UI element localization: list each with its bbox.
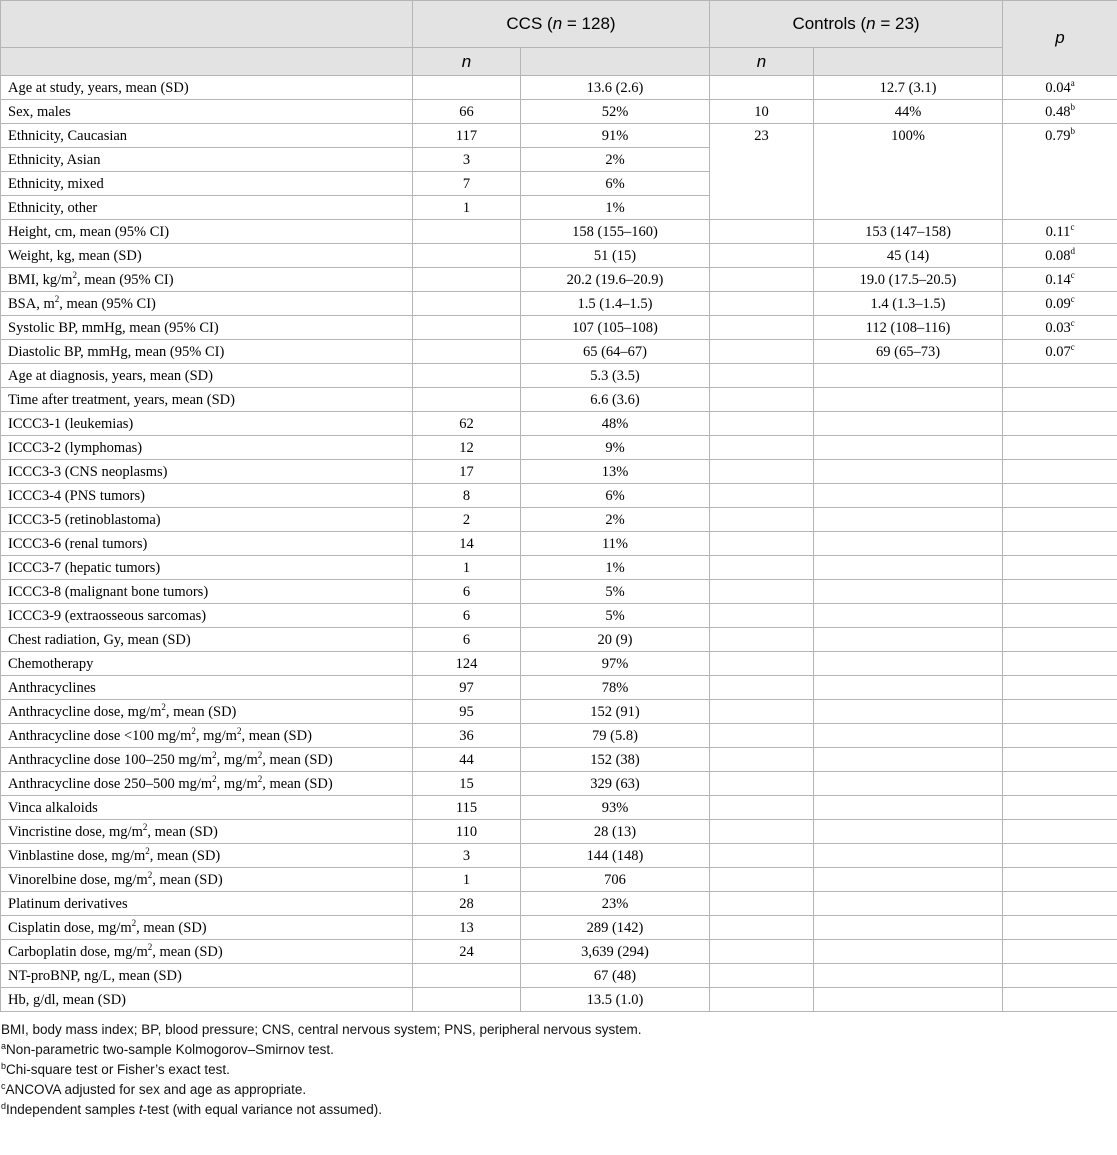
table-row xyxy=(1,244,1117,268)
controls-value-cell: 69 (65–73) xyxy=(814,340,1003,364)
row-label: ICCC3-1 (leukemias) xyxy=(1,412,413,436)
table-row xyxy=(1,484,1117,508)
ccs-value-cell: 67 (48) xyxy=(521,964,710,988)
table-row xyxy=(1,964,1117,988)
controls-value-cell xyxy=(814,820,1003,844)
ccs-n-cell: 17 xyxy=(413,460,521,484)
controls-value-cell xyxy=(814,652,1003,676)
ccs-value-cell: 51 (15) xyxy=(521,244,710,268)
ccs-n-cell: 3 xyxy=(413,844,521,868)
p-value-cell xyxy=(1003,628,1117,652)
controls-value-cell: 153 (147–158) xyxy=(814,220,1003,244)
ccs-n-cell: 97 xyxy=(413,676,521,700)
header-controls-n: n xyxy=(710,48,814,76)
controls-n-cell xyxy=(710,988,814,1012)
ccs-n-cell: 6 xyxy=(413,580,521,604)
header-controls: Controls (n = 23) xyxy=(710,1,1003,48)
row-label: Platinum derivatives xyxy=(1,892,413,916)
ccs-n-cell xyxy=(413,388,521,412)
row-label: Anthracycline dose, $mg/m^2$, mean (SD) xyxy=(1,700,413,724)
row-label: Anthracyclines xyxy=(1,676,413,700)
p-value-cell xyxy=(1003,820,1117,844)
p-value-cell xyxy=(1003,436,1117,460)
table-row xyxy=(1,916,1117,940)
p-value-cell: 0.79$^b$ xyxy=(1003,124,1117,220)
controls-n-cell xyxy=(710,820,814,844)
controls-value-cell xyxy=(814,844,1003,868)
ccs-value-cell: 329 (63) xyxy=(521,772,710,796)
p-value-cell: 0.08$^d$ xyxy=(1003,244,1117,268)
p-value-cell xyxy=(1003,508,1117,532)
ccs-value-cell: 20 (9) xyxy=(521,628,710,652)
table-body xyxy=(1,76,1117,1012)
p-value-cell xyxy=(1003,916,1117,940)
header-p-value: p xyxy=(1003,1,1117,76)
p-value-cell xyxy=(1003,604,1117,628)
p-value-cell xyxy=(1003,700,1117,724)
p-value-cell xyxy=(1003,484,1117,508)
ccs-value-cell: 144 (148) xyxy=(521,844,710,868)
controls-value-cell: 19.0 (17.5–20.5) xyxy=(814,268,1003,292)
ccs-n-cell xyxy=(413,316,521,340)
ccs-value-cell: 107 (105–108) xyxy=(521,316,710,340)
row-label: ICCC3-3 (CNS neoplasms) xyxy=(1,460,413,484)
table-row xyxy=(1,580,1117,604)
row-label: Hb, g/dl, mean (SD) xyxy=(1,988,413,1012)
p-value-cell xyxy=(1003,940,1117,964)
ccs-value-cell: 11% xyxy=(521,532,710,556)
p-value-cell xyxy=(1003,412,1117,436)
table-row xyxy=(1,76,1117,100)
controls-n-cell xyxy=(710,412,814,436)
controls-value-cell xyxy=(814,724,1003,748)
table-row xyxy=(1,772,1117,796)
controls-n-cell xyxy=(710,916,814,940)
controls-n-cell: 23 xyxy=(710,124,814,220)
ccs-n-cell xyxy=(413,988,521,1012)
ccs-value-cell: 6% xyxy=(521,172,710,196)
p-value-cell xyxy=(1003,652,1117,676)
ccs-n-cell xyxy=(413,220,521,244)
table-row xyxy=(1,532,1117,556)
ccs-value-cell: 158 (155–160) xyxy=(521,220,710,244)
ccs-n-cell: 62 xyxy=(413,412,521,436)
ccs-value-cell: 91% xyxy=(521,124,710,148)
header-ccs: CCS (n = 128) xyxy=(413,1,710,48)
p-value-cell xyxy=(1003,796,1117,820)
controls-value-cell: 12.7 (3.1) xyxy=(814,76,1003,100)
p-value-cell xyxy=(1003,460,1117,484)
controls-value-cell xyxy=(814,868,1003,892)
footnote-a: $^a$Non-parametric two-sample Kolmogorov–Smirnov test. xyxy=(1,1041,334,1057)
row-label: ICCC3-5 (retinoblastoma) xyxy=(1,508,413,532)
controls-n-cell xyxy=(710,268,814,292)
p-value-cell xyxy=(1003,388,1117,412)
table-row xyxy=(1,364,1117,388)
ccs-value-cell: 5% xyxy=(521,604,710,628)
controls-value-cell xyxy=(814,964,1003,988)
controls-value-cell xyxy=(814,916,1003,940)
ccs-n-cell: 44 xyxy=(413,748,521,772)
row-label: BMI, $kg/m^2$, mean (95% CI) xyxy=(1,268,413,292)
ccs-n-cell: 115 xyxy=(413,796,521,820)
row-label: Anthracycline dose 100–250 $mg/m^2$, $mg/m^2$, mean (SD) xyxy=(1,748,413,772)
ccs-value-cell: 1.5 (1.4–1.5) xyxy=(521,292,710,316)
row-label: NT-proBNP, ng/L, mean (SD) xyxy=(1,964,413,988)
ccs-value-cell: 20.2 (19.6–20.9) xyxy=(521,268,710,292)
controls-value-cell: 45 (14) xyxy=(814,244,1003,268)
p-value-cell xyxy=(1003,964,1117,988)
p-value-cell xyxy=(1003,532,1117,556)
ccs-value-cell: 2% xyxy=(521,508,710,532)
footnote-b: $^b$Chi-square test or Fisher’s exact test. xyxy=(1,1061,230,1077)
p-value-cell xyxy=(1003,580,1117,604)
p-value-cell xyxy=(1003,892,1117,916)
table-row xyxy=(1,892,1117,916)
controls-n-cell xyxy=(710,628,814,652)
table-row xyxy=(1,820,1117,844)
row-label: ICCC3-8 (malignant bone tumors) xyxy=(1,580,413,604)
table-footnotes xyxy=(0,1020,1117,1120)
ccs-value-cell: 6% xyxy=(521,484,710,508)
p-value-cell: 0.03$^c$ xyxy=(1003,316,1117,340)
ccs-value-cell: 3,639 (294) xyxy=(521,940,710,964)
controls-value-cell xyxy=(814,676,1003,700)
controls-value-cell xyxy=(814,484,1003,508)
row-label: ICCC3-9 (extraosseous sarcomas) xyxy=(1,604,413,628)
controls-value-cell xyxy=(814,556,1003,580)
row-label: Vinorelbine dose, $mg/m^2$, mean (SD) xyxy=(1,868,413,892)
table-row xyxy=(1,412,1117,436)
controls-n-cell: 10 xyxy=(710,100,814,124)
ccs-n-cell xyxy=(413,364,521,388)
ccs-n-cell: 15 xyxy=(413,772,521,796)
ccs-value-cell: 48% xyxy=(521,412,710,436)
ccs-n-cell xyxy=(413,340,521,364)
table-row xyxy=(1,124,1117,148)
ccs-n-cell xyxy=(413,292,521,316)
row-label: Weight, kg, mean (SD) xyxy=(1,244,413,268)
ccs-n-cell: 66 xyxy=(413,100,521,124)
row-label: Time after treatment, years, mean (SD) xyxy=(1,388,413,412)
p-value-cell xyxy=(1003,724,1117,748)
ccs-value-cell: 78% xyxy=(521,676,710,700)
controls-value-cell xyxy=(814,388,1003,412)
ccs-value-cell: 13.5 (1.0) xyxy=(521,988,710,1012)
controls-n-cell xyxy=(710,436,814,460)
table-row xyxy=(1,628,1117,652)
header-ccs-n: n xyxy=(413,48,521,76)
controls-n-cell xyxy=(710,364,814,388)
table-row xyxy=(1,220,1117,244)
controls-n-cell xyxy=(710,244,814,268)
controls-n-cell xyxy=(710,556,814,580)
controls-value-cell xyxy=(814,892,1003,916)
ccs-n-cell: 124 xyxy=(413,652,521,676)
row-label: Age at study, years, mean (SD) xyxy=(1,76,413,100)
controls-n-cell xyxy=(710,772,814,796)
row-label: Height, cm, mean (95% CI) xyxy=(1,220,413,244)
footnote-d: $^d$Independent samples t-test (with equal variance not assumed). xyxy=(1,1101,383,1117)
controls-value-cell xyxy=(814,748,1003,772)
row-label: Ethnicity, Caucasian xyxy=(1,124,413,148)
controls-n-cell xyxy=(710,484,814,508)
controls-value-cell xyxy=(814,364,1003,388)
row-label: Diastolic BP, mmHg, mean (95% CI) xyxy=(1,340,413,364)
header-empty-cell xyxy=(1,48,413,76)
controls-n-cell xyxy=(710,76,814,100)
ccs-n-cell: 36 xyxy=(413,724,521,748)
table-row xyxy=(1,340,1117,364)
ccs-n-cell: 7 xyxy=(413,172,521,196)
row-label: Chemotherapy xyxy=(1,652,413,676)
controls-n-cell xyxy=(710,532,814,556)
p-value-cell: 0.14$^c$ xyxy=(1003,268,1117,292)
ccs-value-cell: 6.6 (3.6) xyxy=(521,388,710,412)
controls-n-cell xyxy=(710,460,814,484)
controls-value-cell: 1.4 (1.3–1.5) xyxy=(814,292,1003,316)
row-label: BSA, $m^2$, mean (95% CI) xyxy=(1,292,413,316)
row-label: Vincristine dose, $mg/m^2$, mean (SD) xyxy=(1,820,413,844)
controls-value-cell xyxy=(814,940,1003,964)
controls-n-cell xyxy=(710,748,814,772)
controls-value-cell xyxy=(814,532,1003,556)
controls-n-cell xyxy=(710,940,814,964)
ccs-n-cell xyxy=(413,244,521,268)
controls-value-cell xyxy=(814,628,1003,652)
p-value-cell xyxy=(1003,748,1117,772)
ccs-n-cell: 1 xyxy=(413,556,521,580)
table-row xyxy=(1,100,1117,124)
ccs-n-cell: 1 xyxy=(413,196,521,220)
ccs-n-cell xyxy=(413,76,521,100)
p-value-cell xyxy=(1003,556,1117,580)
row-label: Age at diagnosis, years, mean (SD) xyxy=(1,364,413,388)
ccs-n-cell: 12 xyxy=(413,436,521,460)
ccs-n-cell: 95 xyxy=(413,700,521,724)
row-label: Vinblastine dose, $mg/m^2$, mean (SD) xyxy=(1,844,413,868)
controls-n-cell xyxy=(710,892,814,916)
table-row xyxy=(1,604,1117,628)
ccs-n-cell: 2 xyxy=(413,508,521,532)
controls-value-cell xyxy=(814,412,1003,436)
controls-value-cell xyxy=(814,700,1003,724)
header-empty-cell xyxy=(1,1,413,48)
ccs-n-cell: 3 xyxy=(413,148,521,172)
row-label: Vinca alkaloids xyxy=(1,796,413,820)
table-row xyxy=(1,988,1117,1012)
controls-value-cell xyxy=(814,436,1003,460)
row-label: Sex, males xyxy=(1,100,413,124)
ccs-n-cell: 6 xyxy=(413,604,521,628)
p-value-cell xyxy=(1003,868,1117,892)
ccs-value-cell: 5% xyxy=(521,580,710,604)
controls-n-cell xyxy=(710,604,814,628)
p-value-cell xyxy=(1003,988,1117,1012)
p-value-cell: 0.11$^c$ xyxy=(1003,220,1117,244)
row-label: Ethnicity, Asian xyxy=(1,148,413,172)
ccs-value-cell: 23% xyxy=(521,892,710,916)
controls-n-cell xyxy=(710,316,814,340)
row-label: Chest radiation, Gy, mean (SD) xyxy=(1,628,413,652)
controls-n-cell xyxy=(710,676,814,700)
ccs-n-cell: 8 xyxy=(413,484,521,508)
row-label: ICCC3-6 (renal tumors) xyxy=(1,532,413,556)
ccs-value-cell: 97% xyxy=(521,652,710,676)
controls-n-cell xyxy=(710,220,814,244)
row-label: Systolic BP, mmHg, mean (95% CI) xyxy=(1,316,413,340)
table-header xyxy=(1,1,1117,76)
ccs-n-cell: 13 xyxy=(413,916,521,940)
p-value-cell xyxy=(1003,844,1117,868)
row-label: Anthracycline dose 250–500 $mg/m^2$, $mg/m^2$, mean (SD) xyxy=(1,772,413,796)
table-row xyxy=(1,388,1117,412)
ccs-value-cell: 65 (64–67) xyxy=(521,340,710,364)
controls-n-cell xyxy=(710,964,814,988)
controls-n-cell xyxy=(710,868,814,892)
table-row xyxy=(1,508,1117,532)
controls-value-cell xyxy=(814,796,1003,820)
p-value-cell: 0.48$^b$ xyxy=(1003,100,1117,124)
controls-value-cell xyxy=(814,580,1003,604)
controls-n-cell xyxy=(710,652,814,676)
ccs-value-cell: 9% xyxy=(521,436,710,460)
table-row xyxy=(1,796,1117,820)
ccs-value-cell: 79 (5.8) xyxy=(521,724,710,748)
table-row xyxy=(1,676,1117,700)
controls-n-cell xyxy=(710,796,814,820)
ccs-n-cell: 28 xyxy=(413,892,521,916)
ccs-value-cell: 2% xyxy=(521,148,710,172)
table-row xyxy=(1,700,1117,724)
controls-value-cell xyxy=(814,508,1003,532)
p-value-cell xyxy=(1003,772,1117,796)
row-label: Anthracycline dose <100 $mg/m^2$, $mg/m^2$, mean (SD) xyxy=(1,724,413,748)
table-row xyxy=(1,436,1117,460)
p-value-cell: 0.09$^c$ xyxy=(1003,292,1117,316)
table-row xyxy=(1,652,1117,676)
table-row xyxy=(1,268,1117,292)
ccs-value-cell: 1% xyxy=(521,556,710,580)
ccs-value-cell: 28 (13) xyxy=(521,820,710,844)
row-label: Ethnicity, mixed xyxy=(1,172,413,196)
footnote-c: $^c$ANCOVA adjusted for sex and age as appropriate. xyxy=(1,1081,307,1097)
footnote-abbreviations: BMI, body mass index; BP, blood pressure; CNS, central nervous system; PNS, peripheral nervous system. xyxy=(1,1022,642,1037)
p-value-cell xyxy=(1003,676,1117,700)
ccs-n-cell xyxy=(413,268,521,292)
row-label: Ethnicity, other xyxy=(1,196,413,220)
table-row xyxy=(1,868,1117,892)
header-ccs-value xyxy=(521,48,710,76)
ccs-value-cell: 289 (142) xyxy=(521,916,710,940)
row-label: Carboplatin dose, $mg/m^2$, mean (SD) xyxy=(1,940,413,964)
controls-value-cell xyxy=(814,604,1003,628)
controls-n-cell xyxy=(710,292,814,316)
table-row xyxy=(1,556,1117,580)
p-value-cell xyxy=(1003,364,1117,388)
table-row xyxy=(1,724,1117,748)
ccs-value-cell: 52% xyxy=(521,100,710,124)
table-row xyxy=(1,460,1117,484)
controls-value-cell: 44% xyxy=(814,100,1003,124)
ccs-value-cell: 13% xyxy=(521,460,710,484)
controls-n-cell xyxy=(710,508,814,532)
controls-n-cell xyxy=(710,700,814,724)
ccs-n-cell xyxy=(413,964,521,988)
ccs-n-cell: 14 xyxy=(413,532,521,556)
ccs-n-cell: 117 xyxy=(413,124,521,148)
ccs-value-cell: 13.6 (2.6) xyxy=(521,76,710,100)
table-row xyxy=(1,940,1117,964)
ccs-value-cell: 706 xyxy=(521,868,710,892)
controls-n-cell xyxy=(710,844,814,868)
row-label: ICCC3-4 (PNS tumors) xyxy=(1,484,413,508)
ccs-value-cell: 152 (91) xyxy=(521,700,710,724)
controls-n-cell xyxy=(710,580,814,604)
ccs-value-cell: 152 (38) xyxy=(521,748,710,772)
controls-value-cell xyxy=(814,772,1003,796)
controls-value-cell: 100% xyxy=(814,124,1003,220)
controls-n-cell xyxy=(710,724,814,748)
controls-n-cell xyxy=(710,340,814,364)
p-value-cell: 0.07$^c$ xyxy=(1003,340,1117,364)
ccs-value-cell: 1% xyxy=(521,196,710,220)
controls-n-cell xyxy=(710,388,814,412)
row-label: ICCC3-2 (lymphomas) xyxy=(1,436,413,460)
header-controls-value xyxy=(814,48,1003,76)
controls-value-cell: 112 (108–116) xyxy=(814,316,1003,340)
table-row xyxy=(1,844,1117,868)
ccs-value-cell: 93% xyxy=(521,796,710,820)
row-label: Cisplatin dose, $mg/m^2$, mean (SD) xyxy=(1,916,413,940)
ccs-n-cell: 1 xyxy=(413,868,521,892)
table-row xyxy=(1,292,1117,316)
ccs-n-cell: 24 xyxy=(413,940,521,964)
row-label: ICCC3-7 (hepatic tumors) xyxy=(1,556,413,580)
p-value-cell: 0.04$^a$ xyxy=(1003,76,1117,100)
table-row xyxy=(1,748,1117,772)
controls-value-cell xyxy=(814,460,1003,484)
ccs-value-cell: 5.3 (3.5) xyxy=(521,364,710,388)
ccs-n-cell: 110 xyxy=(413,820,521,844)
ccs-n-cell: 6 xyxy=(413,628,521,652)
controls-value-cell xyxy=(814,988,1003,1012)
table-row xyxy=(1,316,1117,340)
